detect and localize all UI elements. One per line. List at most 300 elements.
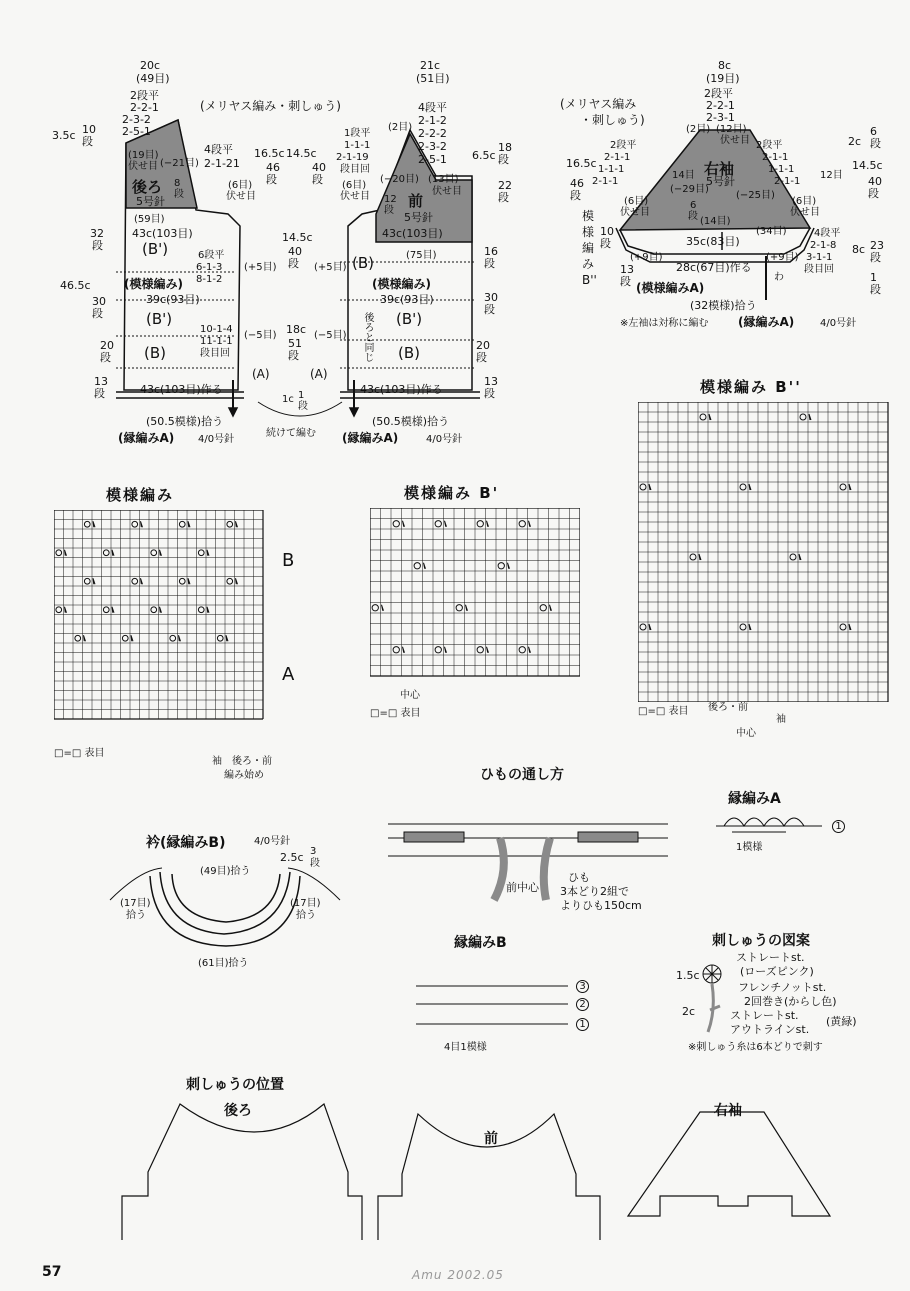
- decrease-symbol: [226, 635, 228, 641]
- sleeve-sts6r: (6目): [792, 196, 817, 207]
- chart1-start-sleeve: 袖: [212, 756, 222, 767]
- back-h145: 14.5c: [282, 231, 313, 244]
- back-edge: (縁編みA): [118, 431, 175, 445]
- edging-a-diagram: [716, 818, 822, 832]
- sleeve-width-top-sts: (19目): [706, 72, 740, 85]
- page-number: 57: [42, 1264, 62, 1280]
- collar-h-dan: 段: [310, 858, 320, 869]
- front-neck-5: 2-5-1: [418, 153, 447, 166]
- edging-b-row1: 1: [576, 1018, 589, 1031]
- yarn-over-symbol: [540, 605, 546, 611]
- embroidery-s4: アウトラインst.: [730, 1023, 810, 1036]
- sleeve-width-top: 8c: [718, 59, 732, 72]
- decrease-symbol: [487, 647, 489, 653]
- sleeve-pat-5: B'': [582, 273, 597, 287]
- yarn-over-symbol: [435, 647, 441, 653]
- back-cast-off2: 伏せ目: [128, 161, 158, 172]
- front-sts75: (75目): [406, 250, 437, 261]
- decrease-symbol: [508, 563, 510, 569]
- chart2-legend: □=□ 表目: [370, 708, 421, 719]
- front-edge-needle: 4/0号針: [426, 434, 463, 445]
- front-h18cc: 段: [288, 349, 299, 362]
- collar-left2: 拾う: [126, 910, 146, 921]
- front-b3: (B): [398, 344, 420, 362]
- collar-title: 衿(縁編みB): [146, 835, 226, 851]
- front-sts6: (6目): [342, 180, 367, 191]
- chart2-center: 中心: [400, 690, 420, 701]
- front-bo: 伏せ目: [340, 191, 370, 202]
- decrease-symbol: [699, 554, 701, 560]
- yarn-over-symbol: [393, 647, 399, 653]
- front-w39: 39c(93目): [380, 293, 434, 306]
- back-center-bo: (6目): [228, 180, 253, 191]
- front-r12b: 段: [384, 205, 394, 216]
- cord-center-front: 前中心: [506, 881, 539, 894]
- back-h145c: 段: [288, 257, 299, 270]
- embroidery-note: ※刺しゅう糸は6本どりで刺す: [688, 1042, 823, 1053]
- edging-b-repeat: 4目1模様: [444, 1042, 487, 1053]
- back-h32: 32: [90, 227, 104, 240]
- yarn-over-symbol: [170, 635, 176, 641]
- front-h30: 30: [484, 291, 498, 304]
- yarn-over-symbol: [519, 647, 525, 653]
- front-pattern: (模様編み): [372, 277, 431, 291]
- yarn-over-symbol: [456, 605, 462, 611]
- back-width-top-sts: (49目): [136, 72, 170, 85]
- yarn-over-symbol: [198, 607, 204, 613]
- yarn-over-symbol: [217, 635, 223, 641]
- decrease-symbol: [749, 484, 751, 490]
- yarn-over-symbol: [435, 521, 441, 527]
- chart3-legend: □=□ 表目: [638, 706, 689, 717]
- yarn-over-symbol: [690, 554, 696, 560]
- front-w43: 43c(103目): [382, 227, 443, 240]
- front-continue: 続けて編む: [266, 428, 316, 439]
- yarn-over-symbol: [132, 521, 138, 527]
- decrease-symbol: [188, 578, 190, 584]
- sleeve-inc-4: 段目回: [804, 264, 834, 275]
- edging-a-title: 縁編みA: [728, 791, 781, 807]
- collar-h: 2.5c: [280, 851, 304, 864]
- sleeve-left-dec-3: 1-1-1: [598, 164, 625, 175]
- sleeve-inc-2: 2-1-8: [810, 240, 837, 251]
- edging-b-row2: 2: [576, 998, 589, 1011]
- yarn-over-symbol: [151, 550, 157, 556]
- sleeve-bo2r: 伏せ目: [790, 207, 820, 218]
- sleeve-wa: わ: [774, 272, 784, 283]
- back-h165: 16.5c: [254, 147, 285, 160]
- decrease-symbol: [93, 578, 95, 584]
- sleeve-inc-1: 4段平: [814, 228, 841, 239]
- front-h18cb: 51: [288, 337, 302, 350]
- back-inc5: (+5目): [244, 262, 277, 273]
- yarn-over-symbol: [151, 607, 157, 613]
- sleeve-h145b: 40: [868, 175, 882, 188]
- collar-needle: 4/0号針: [254, 836, 291, 847]
- sleeve-left-dec-2: 2-1-1: [604, 152, 631, 163]
- decrease-symbol: [403, 647, 405, 653]
- decrease-symbol: [131, 635, 133, 641]
- front-h16b: 段: [484, 257, 495, 270]
- front-h18b: 段: [498, 153, 509, 166]
- pattern-chart-b1: [370, 508, 580, 688]
- sleeve-dec29: (−29目): [670, 184, 709, 195]
- placement-back: 後ろ: [224, 1103, 252, 1119]
- back-h165c: 段: [266, 173, 277, 186]
- collar-h3: 3: [310, 846, 317, 857]
- yarn-over-symbol: [179, 578, 185, 584]
- front-bo2: 伏せ目: [432, 186, 462, 197]
- sleeve-r6b: 段: [688, 211, 698, 222]
- sleeve-yarn-note1: (メリヤス編み: [560, 97, 637, 111]
- placement-title: 刺しゅうの位置: [186, 1077, 284, 1093]
- back-dec-3: 段目回: [200, 348, 230, 359]
- yarn-over-symbol: [740, 484, 746, 490]
- cord-note1: 3本どり2組で: [560, 885, 629, 898]
- yarn-over-symbol: [122, 635, 128, 641]
- front-h13b: 段: [484, 387, 495, 400]
- sleeve-sts34: (34目): [756, 226, 787, 237]
- yarn-over-symbol: [227, 578, 233, 584]
- front-left-neck-3: 2-1-19: [336, 152, 369, 163]
- front-h145: 14.5c: [286, 147, 317, 160]
- front-r12: 12: [384, 194, 397, 205]
- sleeve-right-dec-2: 2-1-1: [762, 152, 789, 163]
- sleeve-h2cb: 6: [870, 125, 877, 138]
- front-h1cc: 段: [298, 401, 308, 412]
- back-w39: 39c(93目): [146, 293, 200, 306]
- collar-top: (49目)拾う: [200, 866, 251, 877]
- decrease-symbol: [445, 521, 447, 527]
- sleeve-dec25: (−25目): [736, 190, 775, 201]
- sleeve-sts12: (12目): [716, 124, 747, 135]
- chart3-center: 中心: [736, 728, 756, 739]
- back-h165b: 46: [266, 161, 280, 174]
- cord-label: ひも: [568, 871, 590, 884]
- front-h20: 20: [476, 339, 490, 352]
- sleeve-h8cb: 23: [870, 239, 884, 252]
- sleeve-sts6l: (6目): [624, 196, 649, 207]
- yarn-over-symbol: [84, 578, 90, 584]
- front-h22: 22: [498, 179, 512, 192]
- sleeve-right-dec-4: 2-1-1: [774, 176, 801, 187]
- magazine-issue: Amu 2002.05: [412, 1268, 504, 1282]
- decrease-symbol: [649, 624, 651, 630]
- embroidery-s3: ストレートst.: [730, 1009, 799, 1022]
- back-side-dan: 段: [82, 135, 93, 148]
- sleeve-edge: (縁編みA): [738, 315, 795, 329]
- yarn-over-symbol: [477, 521, 483, 527]
- front-left-neck-4: 段目回: [340, 164, 370, 175]
- yarn-over-symbol: [414, 563, 420, 569]
- decrease-symbol: [849, 624, 851, 630]
- yarn-over-symbol: [198, 550, 204, 556]
- front-h22b: 段: [498, 191, 509, 204]
- yarn-over-symbol: [498, 563, 504, 569]
- front-neck-4: 2-3-2: [418, 140, 447, 153]
- yarn-over-symbol: [800, 414, 806, 420]
- front-h65: 6.5c: [472, 149, 496, 162]
- back-name: 後ろ: [132, 178, 163, 196]
- back-shoulder-4: 2-5-1: [122, 125, 151, 138]
- sleeve-h145c: 段: [868, 187, 879, 200]
- front-needle: 5号針: [404, 211, 433, 224]
- sleeve-bo2l: 伏せ目: [620, 207, 650, 218]
- back-dec-1: 10-1-4: [200, 324, 233, 335]
- sleeve-right-dec-1: 2段平: [756, 140, 783, 151]
- yarn-over-symbol: [640, 624, 646, 630]
- front-h145c: 段: [312, 173, 323, 186]
- sleeve-note: ※左袖は対称に編む: [620, 318, 709, 329]
- front-dec20: (−20目): [380, 174, 419, 185]
- back-cast-off: (19目): [128, 150, 159, 161]
- back-h32b: 段: [92, 239, 103, 252]
- back-h145b: 40: [288, 245, 302, 258]
- sleeve-sts14: (14目): [700, 216, 731, 227]
- edging-a-row: 1: [832, 820, 845, 833]
- front-width-top: 21c: [420, 59, 441, 72]
- decrease-symbol: [849, 484, 851, 490]
- back-height-total: 46.5c: [60, 279, 91, 292]
- decrease-symbol: [529, 647, 531, 653]
- back-h30: 30: [92, 295, 106, 308]
- sleeve-left-dec-1: 2段平: [610, 140, 637, 151]
- decrease-symbol: [709, 414, 711, 420]
- decrease-symbol: [466, 605, 468, 611]
- sleeve-edge-needle: 4/0号針: [820, 318, 857, 329]
- edging-a-repeat: 1模様: [736, 842, 763, 853]
- back-needle: 5号針: [136, 195, 165, 208]
- embroidery-h1: 1.5c: [676, 969, 700, 982]
- decrease-symbol: [799, 554, 801, 560]
- chart1-label-a: A: [282, 664, 295, 685]
- yarn-over-symbol: [700, 414, 706, 420]
- embroidery-title: 刺しゅうの図案: [712, 933, 810, 949]
- back-rows8: 8: [174, 178, 181, 189]
- chart3-title: 模様編み B'': [700, 378, 802, 396]
- back-b2: (B'): [146, 310, 173, 328]
- front-h20b: 段: [476, 351, 487, 364]
- front-dec5: (−5目): [314, 330, 347, 341]
- embroidery-motif: [703, 965, 721, 1032]
- front-a-label: (A): [310, 367, 328, 381]
- yarn-over-symbol: [790, 554, 796, 560]
- sleeve-h1: 1: [870, 271, 877, 284]
- sleeve-h165b: 46: [570, 177, 584, 190]
- front-inc5: (+5目): [314, 262, 347, 273]
- front-sts13: (13目): [428, 174, 459, 185]
- embroidery-s1: ストレートst.: [736, 951, 805, 964]
- back-ribbing: (50.5模様)拾う: [146, 415, 224, 428]
- yarn-over-symbol: [227, 521, 233, 527]
- yarn-over-symbol: [103, 550, 109, 556]
- chart1-start-label: 編み始め: [224, 770, 264, 781]
- decrease-symbol: [65, 607, 67, 613]
- yarn-over-symbol: [393, 521, 399, 527]
- edging-b-title: 縁編みB: [454, 935, 507, 951]
- collar-right: (17目): [290, 898, 321, 909]
- sleeve-sts2: (2目): [686, 124, 711, 135]
- embroidery-s2c: 2回巻き(からし色): [744, 995, 837, 1008]
- decrease-symbol: [236, 521, 238, 527]
- sleeve-inc9l: (+9目): [630, 252, 663, 263]
- sleeve-h165: 16.5c: [566, 157, 597, 170]
- pattern-chart-main: [54, 510, 284, 740]
- yarn-over-symbol: [103, 607, 109, 613]
- front-left-neck-2: 1-1-1: [344, 140, 371, 151]
- placement-sleeve: 右袖: [714, 1103, 742, 1119]
- chart3-label-body: 後ろ・前: [708, 702, 748, 713]
- decrease-symbol: [93, 521, 95, 527]
- back-cast-on: 43c(103目)作る: [140, 383, 223, 396]
- sleeve-h13b: 段: [620, 275, 631, 288]
- sleeve-edge-pat: (模様編みA): [636, 281, 705, 295]
- decrease-symbol: [487, 521, 489, 527]
- back-yarn-note: (メリヤス編み・刺しゅう): [200, 99, 341, 113]
- back-width-top: 20c: [140, 59, 161, 72]
- front-width-top-sts: (51目): [416, 72, 450, 85]
- sleeve-h10: 10: [600, 225, 614, 238]
- yarn-over-symbol: [372, 605, 378, 611]
- sleeve-yarn-note2: ・刺しゅう): [580, 113, 645, 127]
- decrease-symbol: [179, 635, 181, 641]
- collar-bottom: (61目)拾う: [198, 958, 249, 969]
- yarn-over-symbol: [132, 578, 138, 584]
- collar-left: (17目): [120, 898, 151, 909]
- front-edge: (縁編みA): [342, 431, 399, 445]
- decrease-symbol: [112, 550, 114, 556]
- back-h20b: 段: [100, 351, 111, 364]
- sleeve-name: 右袖: [704, 160, 735, 178]
- sleeve-top-dec-2: 2-2-1: [706, 99, 735, 112]
- chart1-label-b: B: [282, 550, 295, 571]
- decrease-symbol: [649, 484, 651, 490]
- chart3-label-sleeve: 袖: [776, 714, 786, 725]
- decrease-symbol: [207, 607, 209, 613]
- back-h13b: 段: [94, 387, 105, 400]
- yarn-over-symbol: [179, 521, 185, 527]
- decrease-symbol: [550, 605, 552, 611]
- back-b1: (B'): [142, 240, 169, 258]
- back-a-label: (A): [252, 367, 270, 381]
- embroidery-s34c: (黄緑): [826, 1015, 857, 1028]
- sleeve-top-dec-3: 2-3-1: [706, 111, 735, 124]
- back-shoulder-1: 2段平: [130, 89, 159, 102]
- decrease-symbol: [84, 635, 86, 641]
- sleeve-to14: 14目: [672, 170, 695, 181]
- collar-right2: 拾う: [296, 910, 316, 921]
- sleeve-top-dec-1: 2段平: [704, 87, 733, 100]
- decrease-symbol: [749, 624, 751, 630]
- back-armhole-2: 2-1-21: [204, 157, 240, 170]
- sleeve-right-dec-3: 1-1-1: [768, 164, 795, 175]
- back-shoulder-3: 2-3-2: [122, 113, 151, 126]
- decrease-symbol: [382, 605, 384, 611]
- back-inc-2: 6-1-3: [196, 262, 223, 273]
- front-h1c: 1c: [282, 394, 294, 405]
- sleeve-inc9r: (+9目): [766, 252, 799, 263]
- sleeve-ribbing: (32模様)拾う: [690, 299, 757, 312]
- front-name: 前: [408, 192, 424, 210]
- embroidery-h2: 2c: [682, 1005, 696, 1018]
- pattern-chart-b2: [638, 402, 890, 702]
- back-dec-2: 11-1-1: [200, 336, 233, 347]
- back-inc-1: 6段平: [198, 250, 225, 261]
- front-h18: 18: [498, 141, 512, 154]
- back-h20: 20: [100, 339, 114, 352]
- back-side-10: 10: [82, 123, 96, 136]
- decrease-symbol: [424, 563, 426, 569]
- front-h18c: 18c: [286, 323, 307, 336]
- back-dec5: (−5目): [244, 330, 277, 341]
- sleeve-pat-4: み: [582, 257, 595, 271]
- sleeve-h13: 13: [620, 263, 634, 276]
- sleeve-h2cc: 段: [870, 137, 881, 150]
- cord-note2: よりひも150cm: [560, 899, 642, 912]
- cord-title: ひもの通し方: [480, 767, 564, 783]
- sleeve-to12: 12目: [820, 170, 843, 181]
- decrease-symbol: [403, 521, 405, 527]
- back-h13: 13: [94, 375, 108, 388]
- back-h30b: 段: [92, 307, 103, 320]
- sleeve-left-dec-4: 2-1-1: [592, 176, 619, 187]
- sleeve-h165c: 段: [570, 189, 581, 202]
- front-left-neck-1: 1段平: [344, 128, 371, 139]
- back-shoulder-2: 2-2-1: [130, 101, 159, 114]
- back-dec1: (−21目): [160, 158, 199, 169]
- sleeve-pat-2: 様: [582, 225, 595, 239]
- front-neck-2: 2-1-2: [418, 114, 447, 127]
- chart1-start-body: 後ろ・前: [232, 756, 272, 767]
- back-w43: 43c(103目): [132, 227, 193, 240]
- back-inc-3: 8-1-2: [196, 274, 223, 285]
- yarn-over-symbol: [56, 607, 62, 613]
- front-cast-on: 43c(103目)作る: [360, 383, 443, 396]
- chart1-legend: □=□ 表目: [54, 748, 105, 759]
- sleeve-bo: 伏せ目: [720, 135, 750, 146]
- back-rows8b: 段: [174, 189, 184, 200]
- decrease-symbol: [141, 578, 143, 584]
- front-b2: (B'): [396, 310, 423, 328]
- front-neck-3: 2-2-2: [418, 127, 447, 140]
- front-neck-1: 4段平: [418, 101, 447, 114]
- embroidery-s2: フレンチノットst.: [738, 981, 827, 994]
- back-sts59: (59目): [134, 214, 165, 225]
- front-h145b: 40: [312, 161, 326, 174]
- back-center-bo2: 伏せ目: [226, 191, 256, 202]
- front-sts2: (2目): [388, 122, 413, 133]
- embroidery-s1c: (ローズピンク): [740, 965, 814, 978]
- decrease-symbol: [160, 550, 162, 556]
- decrease-symbol: [141, 521, 143, 527]
- edging-b-diagram: [416, 986, 568, 1024]
- yarn-over-symbol: [840, 484, 846, 490]
- placement-front: 前: [484, 1131, 498, 1147]
- sleeve-r6: 6: [690, 200, 697, 211]
- sleeve-w35: 35c(83目): [686, 235, 740, 248]
- sleeve-inc-3: 3-1-1: [806, 252, 833, 263]
- yarn-over-symbol: [640, 484, 646, 490]
- decrease-symbol: [188, 521, 190, 527]
- sleeve-w28: 28c(67目)作る: [676, 261, 752, 274]
- sleeve-h8c: 8c: [852, 243, 866, 256]
- back-side-35: 3.5c: [52, 129, 76, 142]
- decrease-symbol: [445, 647, 447, 653]
- sleeve-h10b: 段: [600, 237, 611, 250]
- chart1-title: 模様編み: [106, 486, 175, 504]
- back-b3: (B): [144, 344, 166, 362]
- back-armhole-1: 4段平: [204, 143, 233, 156]
